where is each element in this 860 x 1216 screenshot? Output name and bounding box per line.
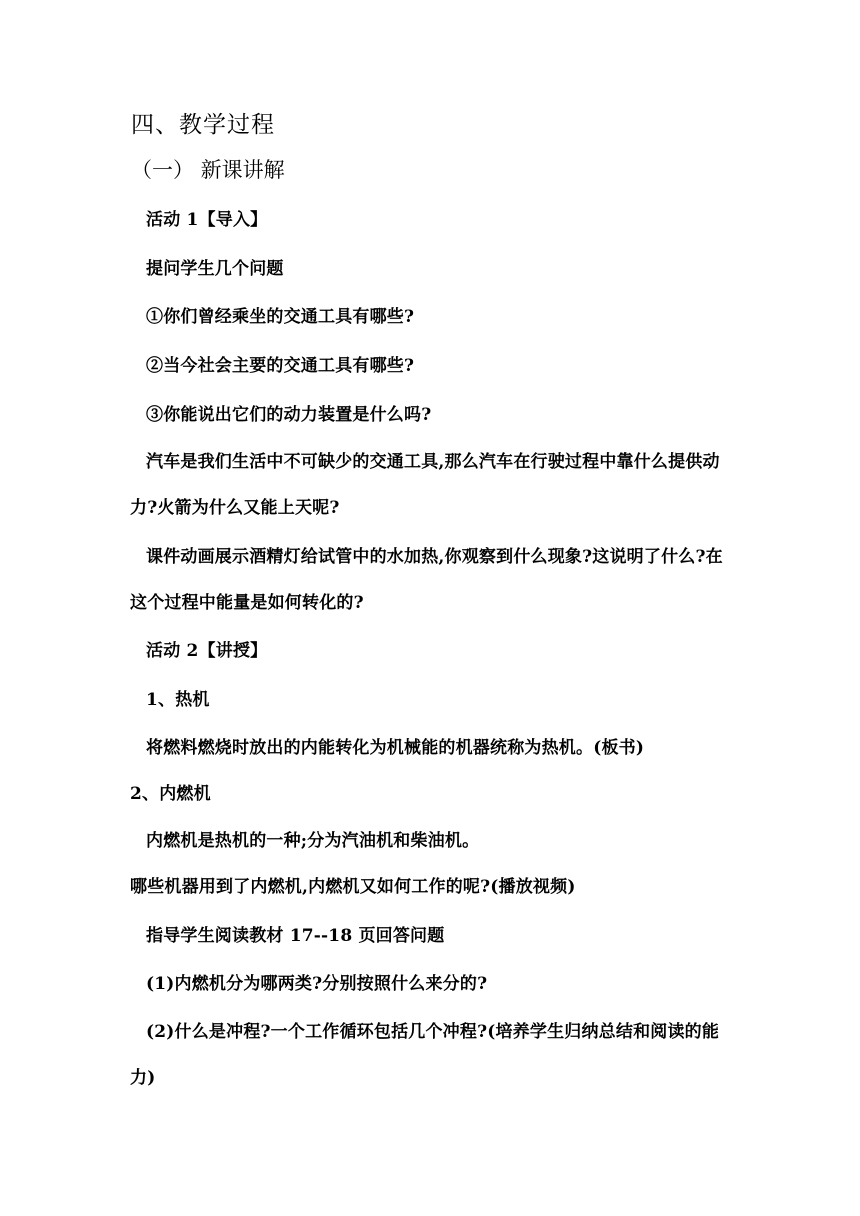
- question-1: ①你们曾经乘坐的交通工具有哪些?: [146, 307, 415, 327]
- question-2: ②当今社会主要的交通工具有哪些?: [146, 356, 415, 376]
- item-1-title: 1、热机: [146, 690, 210, 710]
- activity-1-heading: 活动 1【导入】: [146, 210, 268, 230]
- item-2-title: 2、内燃机: [130, 784, 211, 804]
- item-2-question: 哪些机器用到了内燃机,内燃机又如何工作的呢?(播放视频): [130, 877, 576, 897]
- activity-1-intro: 提问学生几个问题: [146, 259, 284, 279]
- paragraph-2-line-1: 课件动画展示酒精灯给试管中的水加热,你观察到什么现象?这说明了什么?在: [146, 547, 723, 567]
- reading-question-1: (1)内燃机分为哪两类?分别按照什么来分的?: [146, 974, 488, 994]
- item-2-text: 内燃机是热机的一种;分为汽油机和柴油机。: [146, 831, 480, 851]
- paragraph-1-line-2: 力?火箭为什么又能上天呢?: [130, 498, 340, 518]
- reading-question-2-line-2: 力): [130, 1068, 156, 1088]
- section-subtitle: （一） 新课讲解: [131, 158, 285, 182]
- reading-question-2-line-1: (2)什么是冲程?一个工作循环包括几个冲程?(培养学生归纳总结和阅读的能: [146, 1022, 720, 1042]
- paragraph-1-line-1: 汽车是我们生活中不可缺少的交通工具,那么汽车在行驶过程中靠什么提供动: [146, 452, 720, 472]
- question-3: ③你能说出它们的动力装置是什么吗?: [146, 405, 432, 425]
- reading-guide: 指导学生阅读教材 17--18 页回答问题: [146, 926, 445, 946]
- activity-2-heading: 活动 2【讲授】: [146, 641, 268, 661]
- item-1-text: 将燃料燃烧时放出的内能转化为机械能的机器统称为热机。(板书): [146, 738, 645, 758]
- paragraph-2-line-2: 这个过程中能量是如何转化的?: [130, 593, 364, 613]
- section-title: 四、教学过程: [131, 112, 275, 138]
